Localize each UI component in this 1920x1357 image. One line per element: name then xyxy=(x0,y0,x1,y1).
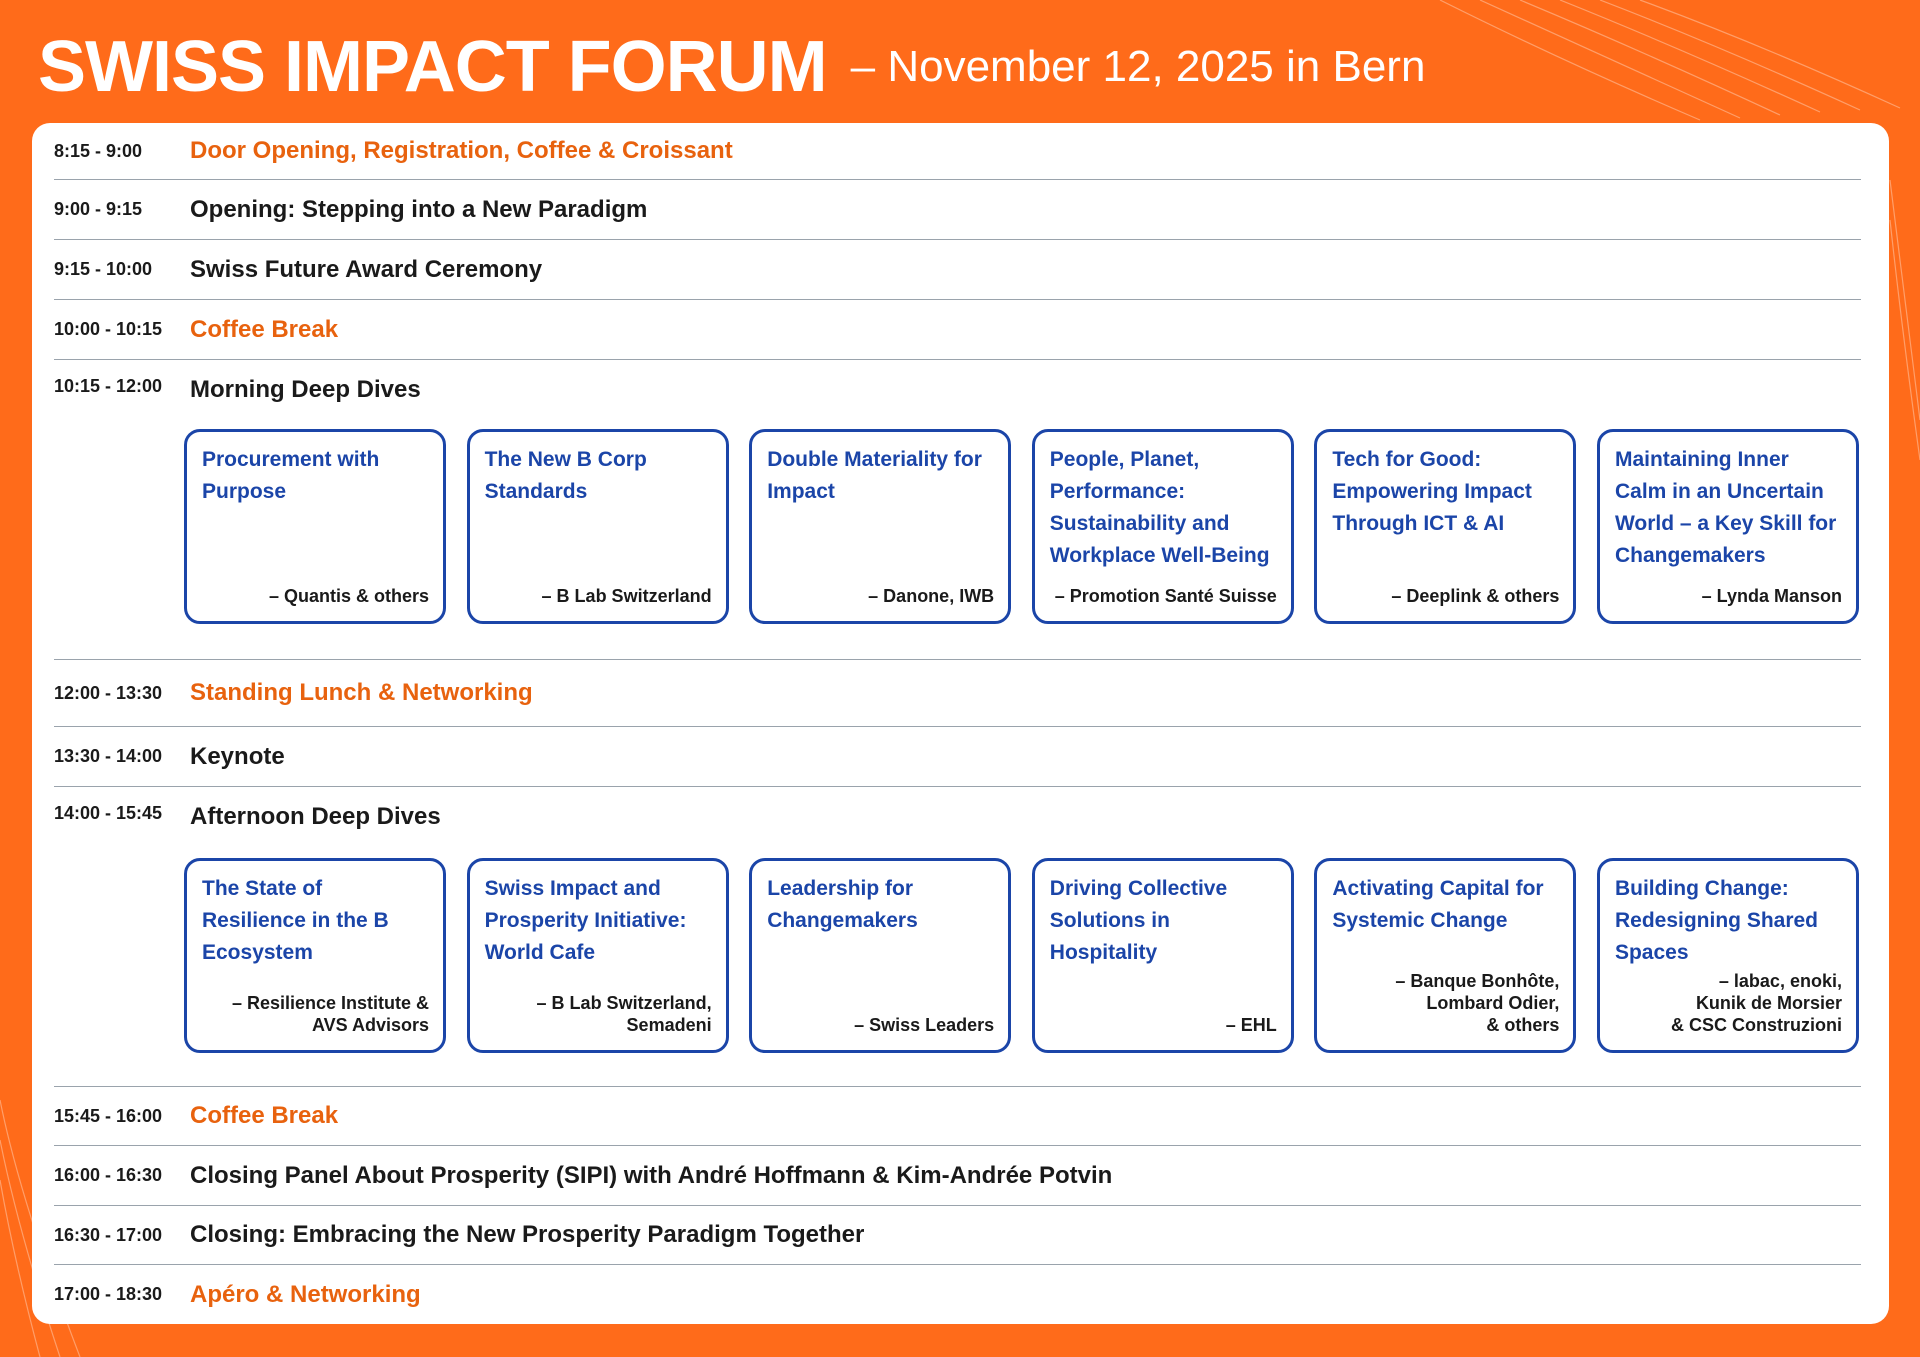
agenda-time: 14:00 - 15:45 xyxy=(54,803,163,823)
session-title: Swiss Impact and Prosperity Initiative: World Cafe xyxy=(484,877,687,964)
agenda-row xyxy=(54,240,1861,300)
agenda-time: 12:00 - 13:30 xyxy=(54,682,163,703)
agenda-time: 15:45 - 16:00 xyxy=(54,1105,163,1126)
session-card xyxy=(1597,858,1859,1053)
session-speakers: – Resilience Institute & AVS Advisors xyxy=(231,993,429,1035)
agenda-time: 16:00 - 16:30 xyxy=(54,1165,163,1185)
morning-sessions xyxy=(184,429,1859,624)
session-card xyxy=(1597,429,1859,624)
session-speakers: – Quantis & others xyxy=(268,586,429,606)
agenda-row xyxy=(54,660,1861,727)
session-speakers: – EHL xyxy=(1225,1015,1277,1035)
agenda-row xyxy=(54,727,1861,787)
agenda-title: Coffee Break xyxy=(190,1102,339,1129)
session-speakers: – B Lab Switzerland xyxy=(541,586,712,606)
session-title: Leadership for Changemakers xyxy=(767,877,918,932)
agenda-title: Swiss Future Award Ceremony xyxy=(190,255,543,283)
session-title: Procurement with Purpose xyxy=(202,448,380,503)
agenda-title: Door Opening, Registration, Coffee & Croissant xyxy=(190,137,733,164)
agenda-time: 9:00 - 9:15 xyxy=(54,199,143,219)
agenda-title: Afternoon Deep Dives xyxy=(190,803,441,830)
event-title: SWISS IMPACT FORUM xyxy=(38,27,827,107)
session-card xyxy=(749,429,1011,624)
session-title: The New B Corp Standards xyxy=(484,448,647,503)
agenda-time: 10:15 - 12:00 xyxy=(54,376,163,396)
agenda-time: 13:30 - 14:00 xyxy=(54,746,163,766)
session-speakers: – Banque Bonhôte, Lombard Odier, & others xyxy=(1395,971,1560,1035)
agenda-row xyxy=(54,1206,1861,1265)
event-date-location: – November 12, 2025 in Bern xyxy=(850,42,1426,91)
session-speakers: – B Lab Switzerland, Semadeni xyxy=(536,993,712,1035)
session-title: Driving Collective Solutions in Hospitality xyxy=(1049,877,1228,964)
header xyxy=(38,22,1425,112)
session-title: Activating Capital for Systemic Change xyxy=(1332,877,1544,932)
session-title: Maintaining Inner Calm in an Uncertain World – a Key Skill for Changemakers xyxy=(1614,448,1837,567)
session-speakers: – Swiss Leaders xyxy=(854,1015,995,1035)
agenda-time: 10:00 - 10:15 xyxy=(54,319,163,339)
session-card xyxy=(184,858,446,1053)
agenda-card xyxy=(32,123,1889,1324)
session-card xyxy=(467,429,729,624)
agenda-row xyxy=(54,300,1861,360)
session-card xyxy=(1314,429,1576,624)
session-title: The State of Resilience in the B Ecosystem xyxy=(202,877,389,964)
session-title: Tech for Good: Empowering Impact Through ICT & AI xyxy=(1332,448,1532,535)
session-speakers: – Deeplink & others xyxy=(1391,586,1560,606)
agenda-row xyxy=(54,1146,1861,1206)
agenda-row xyxy=(54,123,1861,180)
session-speakers: – Promotion Santé Suisse xyxy=(1054,586,1277,606)
agenda-title: Apéro & Networking xyxy=(190,1280,421,1308)
session-card xyxy=(749,858,1011,1053)
agenda-row xyxy=(54,1265,1861,1324)
agenda-title: Morning Deep Dives xyxy=(190,376,421,403)
session-title: Building Change: Redesigning Shared Spaces xyxy=(1614,877,1819,964)
agenda-time: 9:15 - 10:00 xyxy=(54,259,153,279)
session-speakers: – labac, enoki, Kunik de Morsier & CSC Construzioni xyxy=(1670,971,1842,1035)
session-speakers: – Danone, IWB xyxy=(868,586,995,606)
agenda-row xyxy=(54,180,1861,240)
agenda-title: Closing Panel About Prosperity (SIPI) with André Hoffmann & Kim-Andrée Potvin xyxy=(190,1161,1113,1189)
agenda-time: 8:15 - 9:00 xyxy=(54,140,143,161)
agenda-title: Keynote xyxy=(190,742,285,770)
session-card xyxy=(1032,858,1294,1053)
session-card xyxy=(1032,429,1294,624)
session-card xyxy=(1314,858,1576,1053)
agenda-row xyxy=(54,1087,1861,1146)
session-title: People, Planet, Performance: Sustainability and Workplace Well-Being xyxy=(1049,448,1270,567)
agenda-title: Closing: Embracing the New Prosperity Paradigm Together xyxy=(190,1221,865,1248)
afternoon-sessions xyxy=(184,858,1859,1053)
agenda-time: 16:30 - 17:00 xyxy=(54,1224,163,1245)
session-card xyxy=(467,858,729,1053)
agenda-time: 17:00 - 18:30 xyxy=(54,1284,163,1304)
agenda-title: Opening: Stepping into a New Paradigm xyxy=(190,195,648,223)
session-speakers: – Lynda Manson xyxy=(1701,586,1842,606)
agenda-title: Coffee Break xyxy=(190,315,339,343)
session-title: Double Materiality for Impact xyxy=(767,448,982,503)
session-card xyxy=(184,429,446,624)
agenda-title: Standing Lunch & Networking xyxy=(190,679,533,706)
